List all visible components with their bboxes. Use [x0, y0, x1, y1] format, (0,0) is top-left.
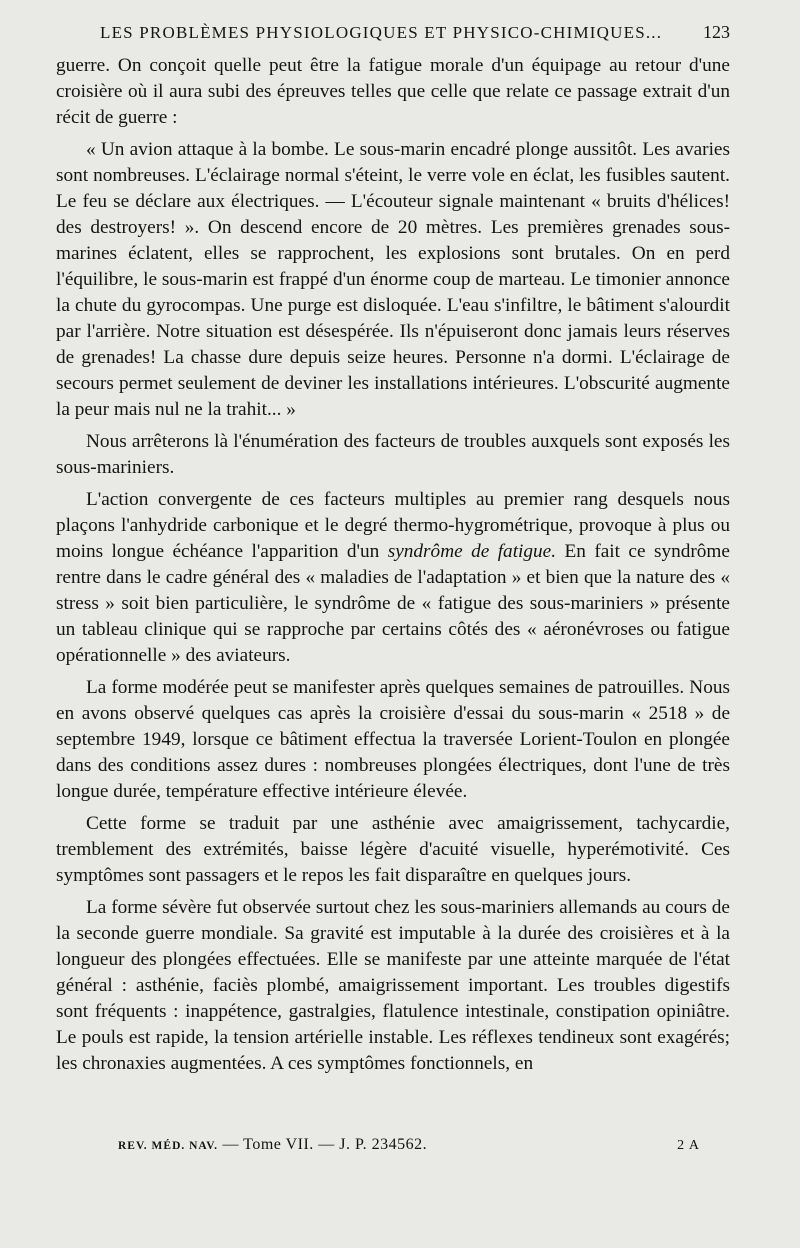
paragraph-fatigue-part-a: L'action convergente de ces facteurs multiples au premier rang desquels nous plaçons l'anhydride carbonique et le degré thermo-hygrométrique, provoque à plus ou moins longue échéance l'apparition d'un: [56, 489, 730, 562]
volume-info: — Tome VII. — J. P. 234562.: [222, 1136, 428, 1153]
paragraph-severe-form: La forme sévère fut observée surtout chez les sous-mariniers allemands au cours de la seconde guerre mondiale. Sa gravité est imputable à la durée des croisières et à la longueur des plongées effectuées. Elle se manifeste par une atteinte marquée de l'état général : asthénie, faciès plombé, amaigrissement important. Les troubles digestifs sont fréquents : inappétence, gastralgies, flatulence intestinale, constipation opiniâtre. Le pouls est rapide, la tension artérielle instable. Les réflexes tendineux sont exagérés; les chronaxies augmentées. A ces symptômes fonctionnels, en: [56, 897, 730, 1074]
body-text: [56, 53, 730, 1077]
paragraph-fatigue-part-b: En fait ce syndrôme rentre dans le cadre général des « maladies de l'adaptation » et bien que la nature des « stress » soit bien particulière, le syndrôme de « fatigue des sous-mariniers » présente un tableau clinique qui se rapproche par certains côtés des « aéronévroses ou fatigue opérationnelle » des aviateurs.: [56, 541, 730, 666]
signature-mark: 2 A: [677, 1138, 700, 1153]
paragraph-moderate-form: La forme modérée peut se manifester après quelques semaines de patrouilles. Nous en avons observé quelques cas après la croisière d'essai du sous-marin « 2518 » de septembre 1949, lorsque ce bâtiment effectua la traversée Lorient-Toulon en plongée dans des conditions assez dures : nombreuses plongées électriques, dont l'une de très longue durée, température effective intérieure élevée.: [56, 677, 730, 802]
paragraph-enumeration-end: Nous arrêterons là l'énumération des facteurs de troubles auxquels sont exposés les sous-mariniers.: [56, 431, 730, 478]
paragraph-moderate-symptoms: Cette forme se traduit par une asthénie avec amaigrissement, tachycardie, tremblement des extrémités, baisse légère d'acuité visuelle, hyperémotivité. Ces symptômes sont passagers et le repos les fait disparaître en quelques jours.: [56, 813, 730, 886]
paragraph-continuation: guerre. On conçoit quelle peut être la fatigue morale d'un équipage au retour d'une croisière où il aura subi des épreuves telles que celle que relate ce passage extrait d'un récit de guerre :: [56, 55, 730, 128]
page-footer: [118, 1136, 700, 1154]
paragraph-fatigue-syndrome: [56, 487, 730, 669]
page-number: 123: [703, 22, 730, 42]
paragraph-war-quote: « Un avion attaque à la bombe. Le sous-marin encadré plonge aussitôt. Les avaries sont nombreuses. L'éclairage normal s'éteint, le verre vole en éclat, les fusibles sautent. Le feu se déclare aux électriques. — L'écouteur signale maintenant « bruits d'hélices! des destroyers! ». On descend encore de 20 mètres. Les premières grenades sous-marines éclatent, elles se rapprochent, les explosions sont brutales. On en perd l'équilibre, le sous-marin est frappé d'un énorme coup de marteau. Le timonier annonce la chute du gyrocompas. Une purge est disloquée. L'eau s'infiltre, le bâtiment s'alourdit par l'arrière. Notre situation est désespérée. Ils n'épuiseront donc jamais leurs réserves de grenades! La chasse dure depuis seize heures. Personne n'a dormi. L'éclairage de secours permet seulement de deviner les installations intérieures. L'obscurité augmente la peur mais nul ne la trahit... »: [56, 139, 730, 420]
syndrome-term: syndrôme de fatigue.: [387, 541, 557, 562]
journal-abbreviation: REV. MÉD. NAV.: [118, 1140, 218, 1152]
running-header: [100, 22, 730, 43]
footer-citation: [118, 1136, 427, 1154]
running-title: LES PROBLÈMES PHYSIOLOGIQUES ET PHYSICO-CHIMIQUES...: [100, 23, 663, 42]
